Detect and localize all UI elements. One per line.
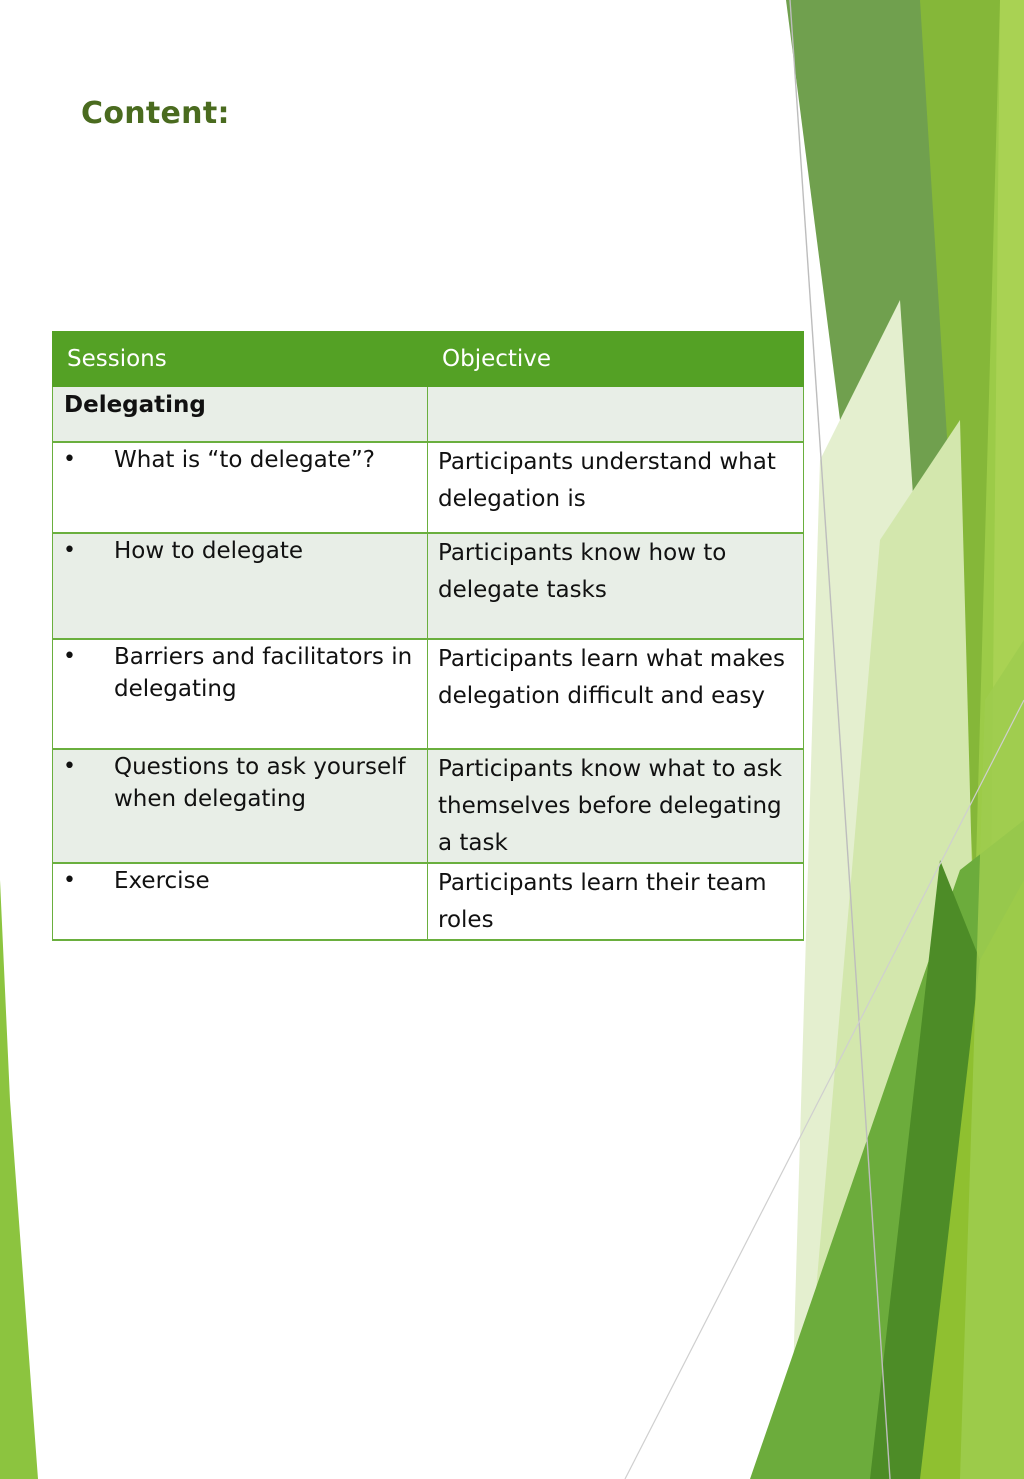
table-row-group	[53, 387, 804, 442]
group-label: Delegating	[64, 392, 206, 418]
bullet-icon: •	[63, 868, 76, 893]
objective-cell: Participants learn their team roles	[428, 863, 804, 940]
session-title: Questions to ask yourself when delegating	[114, 754, 406, 812]
session-cell	[53, 533, 428, 639]
table-header-row	[53, 331, 804, 387]
bullet-icon: •	[63, 754, 76, 779]
session-cell	[53, 863, 428, 940]
page-heading: Content:	[81, 96, 230, 131]
header-objective: Objective	[428, 331, 804, 387]
objective-cell: Participants know how to delegate tasks	[428, 533, 804, 639]
objective-cell: Participants learn what makes delegation difficult and easy	[428, 639, 804, 749]
table-row	[53, 863, 804, 940]
header-sessions: Sessions	[53, 331, 428, 387]
session-title: What is “to delegate”?	[114, 447, 376, 473]
bullet-icon: •	[63, 644, 76, 669]
session-cell	[53, 442, 428, 533]
objective-cell: Participants understand what delegation is	[428, 442, 804, 533]
table-row	[53, 749, 804, 863]
bullet-icon: •	[63, 538, 76, 563]
facet-left-edge	[0, 880, 38, 1479]
table-row	[53, 533, 804, 639]
sessions-table	[52, 331, 804, 941]
session-cell	[53, 749, 428, 863]
session-title: Barriers and facilitators in delegating	[114, 644, 413, 702]
objective-cell: Participants know what to ask themselves before delegating a task	[428, 749, 804, 863]
group-cell	[53, 387, 428, 442]
group-empty-cell	[428, 387, 804, 442]
table-row	[53, 639, 804, 749]
table-row	[53, 442, 804, 533]
bullet-icon: •	[63, 447, 76, 472]
session-title: Exercise	[114, 868, 210, 894]
session-cell	[53, 639, 428, 749]
session-title: How to delegate	[114, 538, 304, 564]
